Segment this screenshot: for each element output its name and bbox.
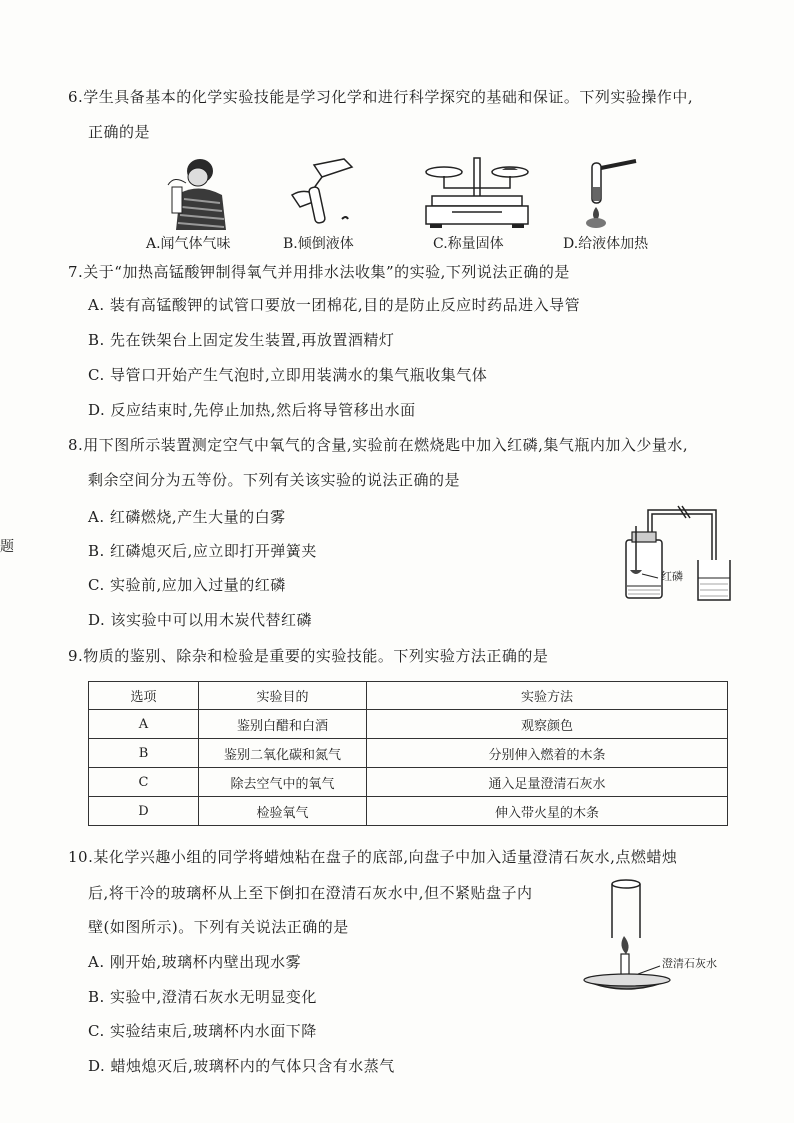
q7-option-c: C. 导管口开始产生气泡时,立即用装满水的集气瓶收集气体 — [88, 366, 488, 384]
q10-option-c: C. 实验结束后,玻璃杯内水面下降 — [88, 1022, 317, 1040]
q7-option-d: D. 反应结束时,先停止加热,然后将导管移出水面 — [88, 401, 416, 419]
q9-header-purpose: 实验目的 — [199, 682, 367, 710]
q9-cell: 伸入带火星的木条 — [367, 797, 728, 826]
q8-stem-line1: 8.用下图所示装置测定空气中氧气的含量,实验前在燃烧匙中加入红磷,集气瓶内加入少量水, — [68, 436, 689, 454]
q6-caption-b: B.倾倒液体 — [283, 236, 354, 252]
q9-cell: 除去空气中的氧气 — [199, 768, 367, 797]
q9-cell: 鉴别二氧化碳和氮气 — [199, 739, 367, 768]
q9-cell: 观察颜色 — [367, 710, 728, 739]
q8-figure-label: 红磷 — [661, 570, 683, 583]
q9-cell: 鉴别白醋和白酒 — [199, 710, 367, 739]
q9-header-method: 实验方法 — [367, 682, 728, 710]
margin-mark: 题 — [0, 539, 14, 555]
q10-stem-line1: 10.某化学兴趣小组的同学将蜡烛粘在盘子的底部,向盘子中加入适量澄清石灰水,点燃蜡烛 — [68, 848, 678, 866]
q9-cell: A — [89, 710, 199, 739]
q8-option-d: D. 该实验中可以用木炭代替红磷 — [88, 611, 313, 629]
q9-cell: 检验氧气 — [199, 797, 367, 826]
q7-option-a: A. 装有高锰酸钾的试管口要放一团棉花,目的是防止反应时药品进入导管 — [88, 296, 581, 314]
q9-table — [88, 681, 728, 826]
q6-caption-d: D.给液体加热 — [563, 236, 649, 252]
q8-apparatus-figure — [612, 504, 732, 604]
q9-cell: 通入足量澄清石灰水 — [367, 768, 728, 797]
q10-option-d: D. 蜡烛熄灭后,玻璃杯内的气体只含有水蒸气 — [88, 1057, 395, 1075]
q6-caption-c: C.称量固体 — [433, 236, 504, 252]
q9-cell: 分别伸入燃着的木条 — [367, 739, 728, 768]
table-row — [89, 768, 728, 797]
q6-caption-a: A.闻气体气味 — [146, 236, 231, 252]
q6-figure-c — [422, 152, 532, 232]
q10-option-a: A. 刚开始,玻璃杯内壁出现水雾 — [88, 953, 302, 971]
q10-candle-figure — [578, 876, 678, 1001]
q10-figure-label: 澄清石灰水 — [662, 957, 717, 970]
q9-stem: 9.物质的鉴别、除杂和检验是重要的实验技能。下列实验方法正确的是 — [68, 647, 549, 665]
q8-option-b: B. 红磷熄灭后,应立即打开弹簧夹 — [88, 542, 317, 560]
q9-cell: B — [89, 739, 199, 768]
q10-option-b: B. 实验中,澄清石灰水无明显变化 — [88, 988, 317, 1006]
q9-header-option: 选项 — [89, 682, 199, 710]
q8-option-a: A. 红磷燃烧,产生大量的白雾 — [88, 508, 286, 526]
table-row — [89, 710, 728, 739]
q10-stem-line2: 后,将干冷的玻璃杯从上至下倒扣在澄清石灰水中,但不紧贴盘子内 — [88, 884, 533, 902]
q9-table-header — [89, 682, 728, 710]
q6-figure-a — [160, 155, 230, 230]
table-row — [89, 739, 728, 768]
table-row — [89, 797, 728, 826]
q10-stem-line3: 壁(如图所示)。下列有关说法正确的是 — [88, 918, 349, 936]
q9-cell: C — [89, 768, 199, 797]
q6-stem-line1: 6.学生具备基本的化学实验技能是学习化学和进行科学探究的基础和保证。下列实验操作中, — [68, 88, 694, 106]
q8-option-c: C. 实验前,应加入过量的红磷 — [88, 576, 286, 594]
q7-stem: 7.关于“加热高锰酸钾制得氧气并用排水法收集”的实验,下列说法正确的是 — [68, 263, 570, 281]
q9-cell: D — [89, 797, 199, 826]
q7-option-b: B. 先在铁架台上固定发生装置,再放置酒精灯 — [88, 331, 395, 349]
q6-figure-d — [580, 155, 640, 230]
q6-figure-b — [282, 155, 362, 230]
q6-stem-line2: 正确的是 — [88, 123, 151, 141]
q8-stem-line2: 剩余空间分为五等份。下列有关该实验的说法正确的是 — [88, 471, 461, 489]
